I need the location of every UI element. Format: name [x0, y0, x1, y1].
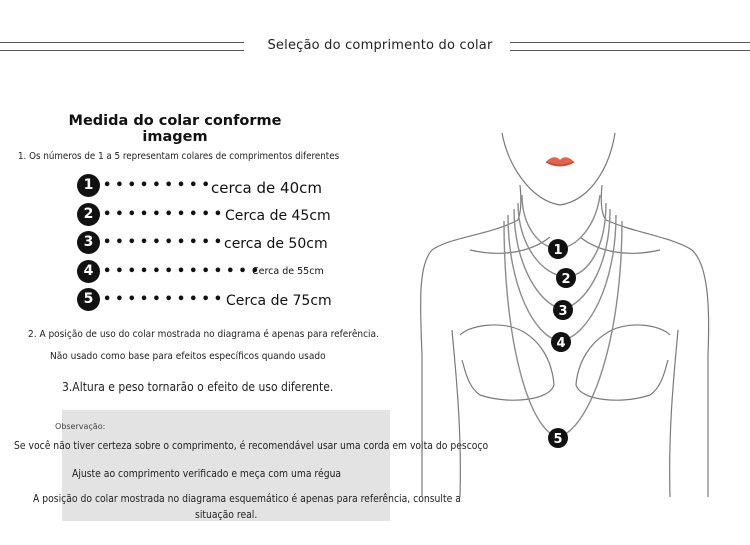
arm-right-inner: [670, 330, 678, 497]
marker-5: [548, 428, 568, 448]
observation-line-2: Ajuste ao comprimento verificado e meça com uma régua: [72, 468, 342, 480]
length-label-2: Cerca de 45cm: [225, 208, 331, 224]
collarbone-right: [580, 237, 660, 253]
marker-2: [556, 268, 576, 288]
marker-3-label: 3: [558, 304, 568, 319]
header-rule-right-bottom: [510, 50, 750, 51]
header-rule-left-top: [0, 42, 244, 43]
note-height-weight: 3.Altura e peso tornarão o efeito de uso diferente.: [62, 380, 334, 394]
page-title: Seleção do comprimento do colar: [267, 38, 493, 53]
lips-icon: [546, 157, 574, 166]
length-label-4: Cerca de 55cm: [252, 266, 324, 277]
length-number-4: 4: [77, 260, 100, 283]
marker-5-label: 5: [553, 432, 563, 447]
length-label-1: cerca de 40cm: [211, 179, 322, 197]
marker-4: [551, 332, 571, 352]
arm-left-inner: [452, 330, 460, 497]
marker-1: [548, 239, 568, 259]
marker-2-label: 2: [561, 272, 571, 287]
marker-1-label: 1: [553, 243, 563, 258]
marker-4-label: 4: [556, 336, 566, 351]
marker-3: [553, 300, 573, 320]
length-number-1: 1: [77, 174, 100, 197]
header-rule-left-bottom: [0, 50, 244, 51]
bust-right: [576, 325, 670, 400]
shoulder-left: [421, 220, 518, 497]
header-rule-right-top: [510, 42, 750, 43]
dotted-leader: •••••••••••••: [103, 264, 264, 279]
guide-subtitle: Medida do colar conforme imagem: [68, 113, 282, 145]
bust-left: [460, 325, 554, 400]
observation-line-1: Se você não tiver certeza sobre o comprimento, é recomendável usar uma corda em volta do pescoço: [14, 440, 489, 452]
length-number-2: 2: [77, 203, 100, 226]
chin-outline: [502, 133, 615, 205]
observation-line-3: A posição do colar mostrada no diagrama esquemático é apenas para referência, consulte a: [33, 493, 461, 505]
length-label-5: Cerca de 75cm: [226, 293, 332, 309]
observation-line-3-cont: situação real.: [195, 509, 258, 521]
length-number-3: 3: [77, 231, 100, 254]
length-label-3: cerca de 50cm: [224, 236, 328, 252]
dotted-leader: ••••••••••: [103, 207, 227, 222]
note-position-cont: Não usado como base para efeitos específicos quando usado: [50, 351, 326, 362]
neck-diagram: [410, 125, 730, 505]
length-number-5: 5: [77, 288, 100, 311]
dotted-leader: ••••••••••: [103, 235, 227, 250]
note-numbers: 1. Os números de 1 a 5 representam colares de comprimentos diferentes: [18, 151, 340, 162]
dotted-leader: ••••••••••: [103, 292, 227, 307]
note-position: 2. A posição de uso do colar mostrada no diagrama é apenas para referência.: [28, 329, 379, 340]
observation-label: Observação:: [55, 422, 106, 431]
dotted-leader: •••••••••: [103, 178, 214, 193]
